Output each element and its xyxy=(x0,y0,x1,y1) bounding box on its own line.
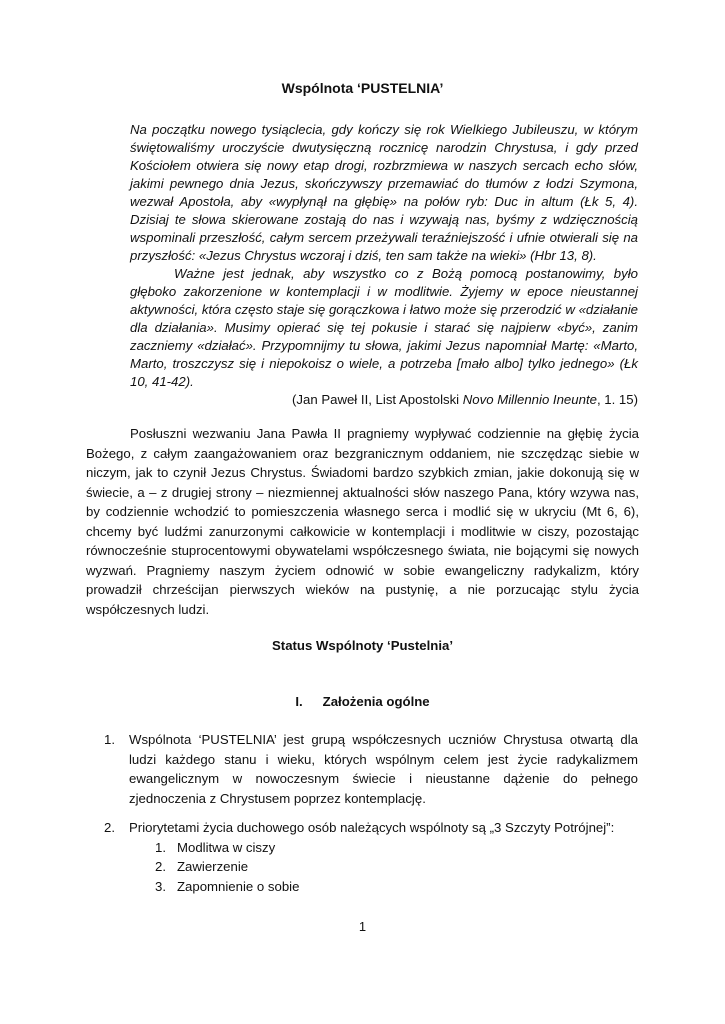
section-title: Założenia ogólne xyxy=(322,694,430,709)
sublist-item-text: Modlitwa w ciszy xyxy=(177,839,276,855)
list-item-text: Wspólnota ‘PUSTELNIA’ jest grupą współczesnych uczniów Chrystusa otwartą dla ludzi każdego stanu i wieku, których wspólnym celem jest życie radykalizmem ewangelicznym w nowoczesnym świecie i nieustanne dążenie do pełnego zjednoczenia z Chrystusem poprzez kontemplację. xyxy=(129,732,638,806)
principles-list-part-1 xyxy=(104,730,638,808)
list-item xyxy=(104,818,638,896)
list-item-number: 2. xyxy=(104,820,115,835)
sublist-item xyxy=(155,857,638,877)
document-title: Wspólnota ‘PUSTELNIA’ xyxy=(281,80,444,96)
list-item-number: 1. xyxy=(104,732,115,747)
list-item-text: Priorytetami życia duchowego osób należących wspólnoty są „3 Szczyty Potrójnej”: xyxy=(129,820,615,835)
quote-citation xyxy=(130,391,638,409)
sublist-item xyxy=(155,877,638,897)
priorities-sublist xyxy=(129,838,638,897)
section-heading xyxy=(0,694,725,709)
status-heading: Status Wspólnoty ‘Pustelnia’ xyxy=(272,638,453,653)
sublist-item-number: 1. xyxy=(155,839,166,855)
citation-prefix: (Jan Paweł II, List Apostolski xyxy=(292,392,463,407)
papal-quote xyxy=(130,121,638,409)
citation-suffix: , 1. 15) xyxy=(596,392,638,407)
intro-paragraph: Posłuszni wezwaniu Jana Pawła II pragniemy wypływać codziennie na głębię życia Bożego, z całym zaangażowaniem oraz bezgranicznym oddaniem, nie szczędząc siebie w niczym, jak to czynił Jezus Chrystus. Świadomi bardzo szybkich zmian, jakie dokonują się w świecie, a – z drugiej strony – niezmiennej aktualności słów naszego Pana, który wzywa nas, by codziennie wchodzić to pomieszczenia własnego serca i modlić się w ukryciu (Mt 6, 6), chcemy być ludźmi zanurzonymi całkowicie w kontemplacji i modlitwie w ciszy, pozostając równocześnie stuprocentowymi obywatelami współczesnego świata, nie bojącymi się nowych wyzwań. Pragniemy naszym życiem odnowić w sobie ewangeliczny radykalizm, który prowadził chrześcijan pierwszych wieków na pustynię, a nie porzucając stylu życia współczesnych ludzi. xyxy=(86,426,639,617)
citation-title: Novo Millennio Ineunte xyxy=(462,392,597,407)
section-number: I. xyxy=(295,694,303,709)
list-item xyxy=(104,730,638,808)
principles-list-part-2 xyxy=(104,818,638,896)
quote-paragraph-1: Na początku nowego tysiąclecia, gdy kończy się rok Wielkiego Jubileuszu, w którym świętowaliśmy uroczyście dwutysięczną rocznicę narodzin Chrystusa, i gdy przed Kościołem otwiera się nowy etap drogi, rozbrzmiewa w naszych sercach echo słów, jakimi pewnego dnia Jezus, skończywszy przemawiać do tłumów z łodzi Szymona, wezwał Apostoła, aby «wypłynął na głębię» na połów ryb: Duc in altum (Łk 5, 4). Dzisiaj te słowa skierowane zostają do nas i wzywają nas, byśmy z wdzięcznością wspominali przeszłość, całym sercem przeżywali teraźniejszość i ufnie otwierali się na przyszłość: «Jezus Chrystus wczoraj i dziś, ten sam także na wieki» (Hbr 13, 8). xyxy=(130,122,638,263)
sublist-item-text: Zawierzenie xyxy=(177,859,249,874)
quote-paragraph-2: Ważne jest jednak, aby wszystko co z Bożą pomocą postanowimy, było głęboko zakorzenione w kontemplacji i w modlitwie. Żyjemy w epoce nieustannej aktywności, która często staje się gorączkowa i łatwo może się przerodzić w «działanie dla działania». Musimy opierać się tej pokusie i starać się najpierw «być», zanim zaczniemy «działać». Przypomnijmy tu słowa, jakimi Jezus napomniał Martę: «Marto, Marto, troszczysz się i niepokoisz o wiele, a potrzeba [mało albo] tylko jednego» (Łk 10, 41-42). xyxy=(130,266,638,389)
sublist-item-number: 2. xyxy=(155,859,166,874)
sublist-item-text: Zapomnienie o sobie xyxy=(177,878,300,894)
page-number: 1 xyxy=(358,919,367,934)
sublist-item-number: 3. xyxy=(155,878,166,894)
sublist-item xyxy=(155,838,638,858)
